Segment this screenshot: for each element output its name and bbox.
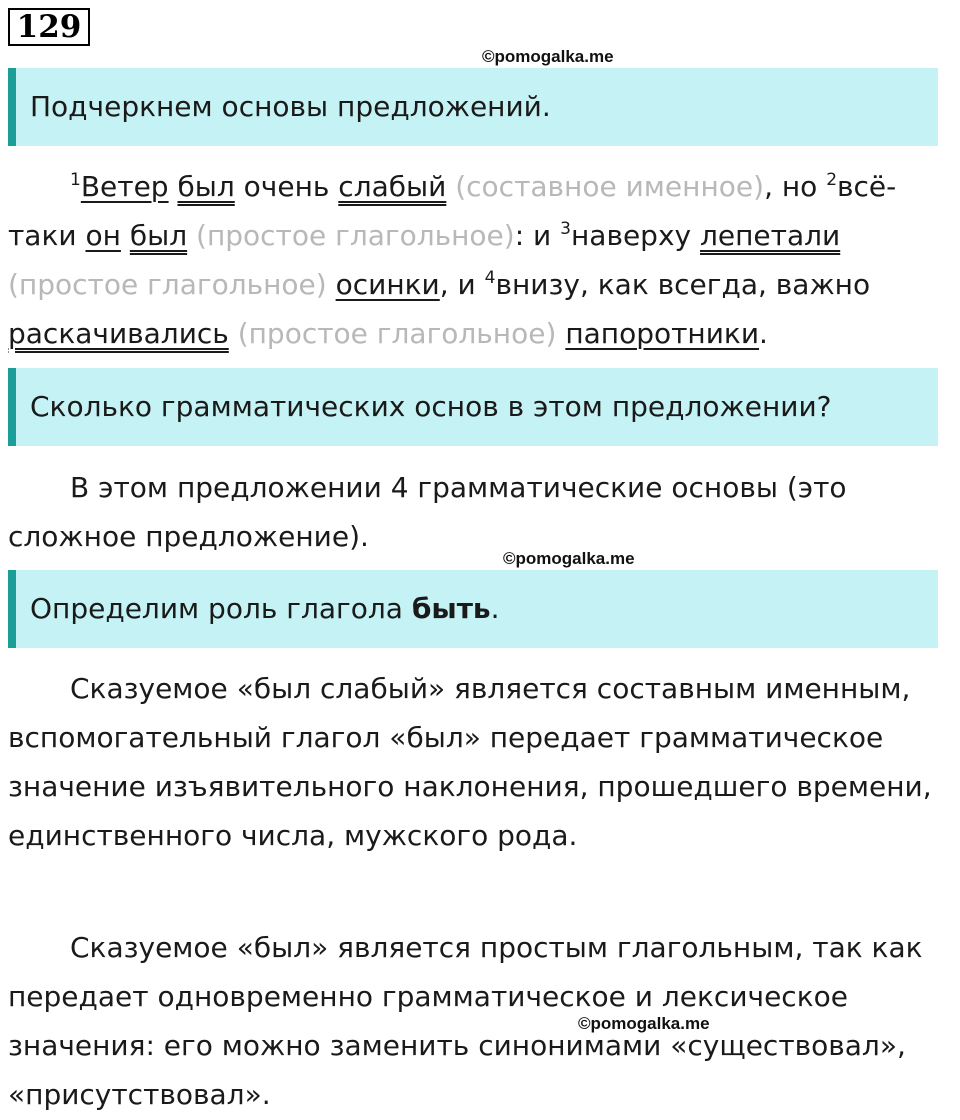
paragraph-text: Сказуемое «был слабый» является составным именным, вспомогательный глагол «был» передает грамматическое значение изъявительного наклонения, прошедшего времени, единственного числа, мужского рода. (8, 672, 932, 852)
predicate-word: раскачивались (8, 317, 229, 350)
verb-role-paragraph-1 (8, 664, 948, 860)
sentence-connector: , но (764, 170, 827, 203)
subject-word: папоротники (565, 317, 760, 350)
sentence-word: всё- (837, 170, 897, 203)
section-heading-underline-bases: Подчеркнем основы предложений. (8, 68, 938, 146)
watermark: ©pomogalka.me (503, 549, 635, 568)
clause-number: 3 (560, 219, 571, 239)
sentence-connector: , и (439, 268, 485, 301)
predicate-type-note: (простое глагольное) (196, 219, 515, 252)
sentence-word: очень (243, 170, 330, 203)
predicate-word: был (177, 170, 235, 203)
predicate-type-note: (составное именное) (455, 170, 765, 203)
sentence-connector: : и (514, 219, 561, 252)
clause-number: 2 (826, 170, 838, 190)
subject-word: Ветер (80, 170, 169, 203)
sentence-word: таки (8, 219, 86, 252)
sentence-punctuation: . (759, 317, 768, 350)
subject-word: он (85, 219, 121, 252)
sentence-word: внизу, как всегда, важно (495, 268, 871, 301)
answer-text: В этом предложении 4 грамматические основы (это сложное предложение). (8, 471, 847, 553)
watermark: ©pomogalka.me (482, 47, 614, 66)
verb-role-paragraph-2 (8, 923, 948, 1119)
sentence-word: наверху (570, 219, 700, 252)
predicate-type-note: (простое глагольное) (8, 268, 327, 301)
section-heading-verb-role (8, 570, 938, 648)
heading-bold-word: быть (411, 592, 491, 625)
exercise-number: 129 (8, 8, 90, 46)
predicate-word: был (129, 219, 188, 252)
watermark: ©pomogalka.me (578, 1014, 710, 1033)
clause-number: 4 (484, 268, 496, 288)
predicate-type-note: (простое глагольное) (237, 317, 557, 350)
count-answer (8, 463, 948, 561)
predicate-word: лепетали (700, 219, 841, 252)
heading-punctuation: . (490, 592, 500, 625)
section-heading-count-bases: Сколько грамматических основ в этом предложении? (8, 368, 938, 446)
predicate-word: слабый (338, 170, 447, 203)
heading-text: Определим роль глагола (30, 592, 412, 625)
clause-number: 1 (70, 170, 81, 190)
subject-word: осинки (335, 268, 440, 301)
analyzed-sentence (8, 162, 948, 358)
paragraph-text: Сказуемое «был» является простым глагольным, так как передает одновременно грамматическое и лексическое значения: его можно заменить синонимами «существовал», «присутствовал». (8, 931, 923, 1111)
